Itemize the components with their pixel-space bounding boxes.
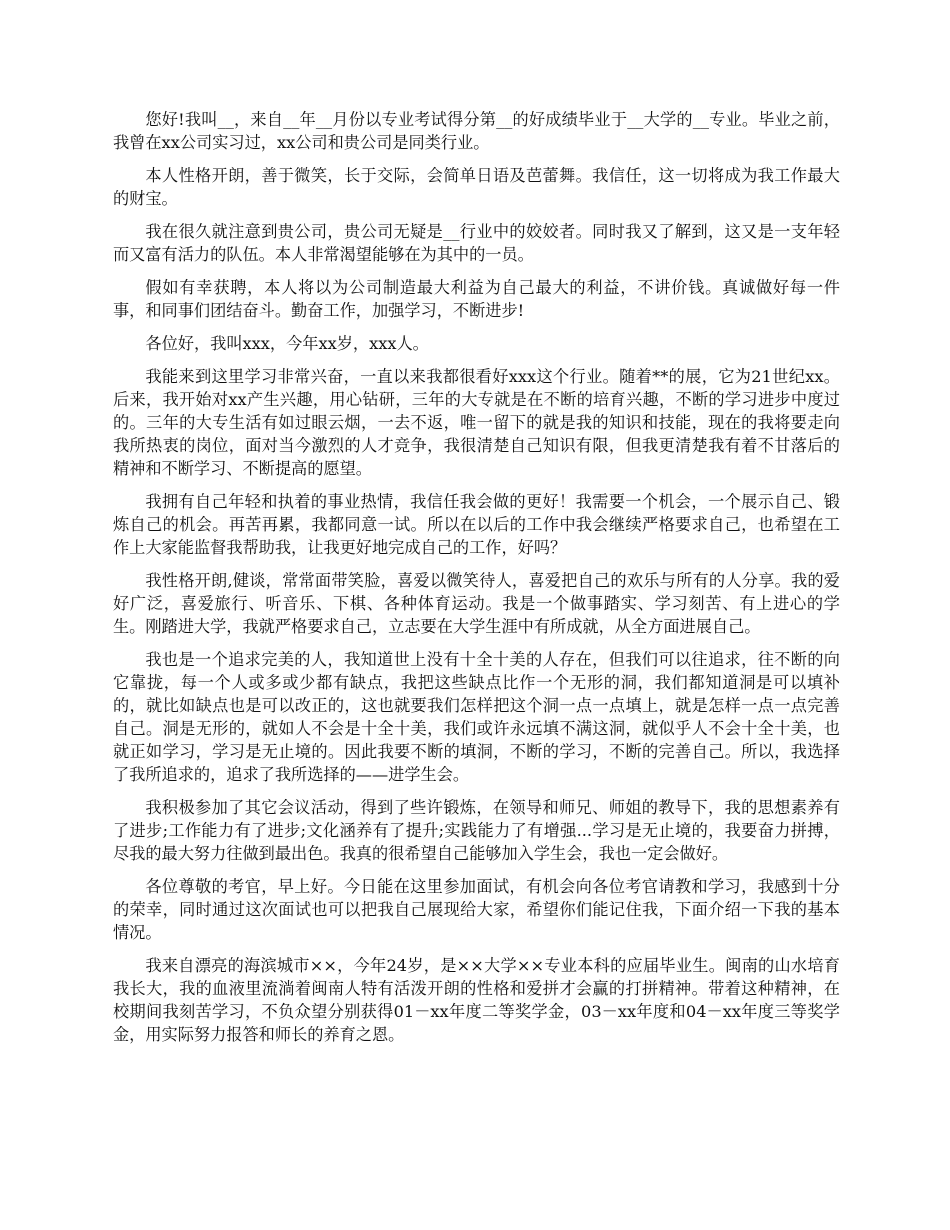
paragraph-11: 各位尊敬的考官，早上好。今日能在这里参加面试，有机会向各位考官请教和学习，我感到十分的荣幸，同时通过这次面试也可以把我自己展现给大家，希望你们能记住我，下面介绍一下我的基本情况。 xyxy=(113,877,840,942)
paragraph-3: 我在很久就注意到贵公司，贵公司无疑是__行业中的姣姣者。同时我又了解到，这又是一支年轻而又富有活力的队伍。本人非常渴望能够在为其中的一员。 xyxy=(113,222,840,264)
paragraph-6: 我能来到这里学习非常兴奋，一直以来我都很看好xxx这个行业。随着**的展，它为21世纪xx。后来，我开始对xx产生兴趣，用心钻研，三年的大专就是在不断的培育兴趣，不断的学习进步中度过的。三年的大专生活有如过眼云烟，一去不返，唯一留下的就是我的知识和技能，现在的我将要走向我所热衷的岗位，面对当今激烈的人才竞争，我很清楚自己知识有限，但我更清楚我有着不甘落后的精神和不断学习、不断提高的愿望。 xyxy=(113,367,840,478)
paragraph-7: 我拥有自己年轻和执着的事业热情，我信任我会做的更好！我需要一个机会，一个展示自己、锻炼自己的机会。再苦再累，我都同意一试。所以在以后的工作中我会继续严格要求自己，也希望在工作上大家能监督我帮助我，让我更好地完成自己的工作，好吗？ xyxy=(113,492,840,557)
paragraph-8: 我性格开朗,健谈，常常面带笑脸，喜爱以微笑待人，喜爱把自己的欢乐与所有的人分享。我的爱好广泛，喜爱旅行、听音乐、下棋、各种体育运动。我是一个做事踏实、学习刻苦、有上进心的学生。刚踏进大学，我就严格要求自己，立志要在大学生涯中有所成就，从全方面进展自己。 xyxy=(113,571,840,636)
paragraph-4: 假如有幸获聘，本人将以为公司制造最大利益为自己最大的利益，不讲价钱。真诚做好每一件事，和同事们团结奋斗。勤奋工作，加强学习，不断进步! xyxy=(113,278,840,320)
document-body xyxy=(113,108,840,1056)
paragraph-12: 我来自漂亮的海滨城市××，今年24岁，是××大学××专业本科的应届毕业生。闽南的山水培育我长大，我的血液里流淌着闽南人特有活泼开朗的性格和爱拼才会赢的打拼精神。带着这种精神，在校期间我刻苦学习，不负众望分别获得01－xx年度二等奖学金，03－xx年度和04－xx年度三等奖学金，用实际努力报答和师长的养育之恩。 xyxy=(113,956,840,1044)
paragraph-1: 您好!我叫__，来自__年__月份以专业考试得分第__的好成绩毕业于__大学的__专业。毕业之前，我曾在xx公司实习过，xx公司和贵公司是同类行业。 xyxy=(113,110,840,152)
paragraph-10: 我积极参加了其它会议活动，得到了些许锻炼，在领导和师兄、师姐的教导下，我的思想素养有了进步;工作能力有了进步;文化涵养有了提升;实践能力了有增强...学习是无止境的，我要奋力拼搏，尽我的最大努力往做到最出色。我真的很希望自己能够加入学生会，我也一定会做好。 xyxy=(113,798,840,863)
paragraph-5: 各位好，我叫xxx，今年xx岁，xxx人。 xyxy=(145,334,429,353)
paragraph-9: 我也是一个追求完美的人，我知道世上没有十全十美的人存在，但我们可以往追求，往不断的向它靠拢，每一个人或多或少都有缺点，我把这些缺点比作一个无形的洞，我们都知道洞是可以填补的，就比如缺点也是可以改正的，这也就要我们怎样把这个洞一点一点填上，就是怎样一点一点完善自己。洞是无形的，就如人不会是十全十美，我们或许永远填不满这洞，就似乎人不会十全十美，也就正如学习，学习是无止境的。因此我要不断的填洞，不断的学习，不断的完善自己。所以，我选择了我所追求的，追求了我所选择的——进学生会。 xyxy=(113,650,840,784)
paragraph-2: 本人性格开朗，善于微笑，长于交际，会简单日语及芭蕾舞。我信任，这一切将成为我工作最大的财宝。 xyxy=(113,166,840,208)
